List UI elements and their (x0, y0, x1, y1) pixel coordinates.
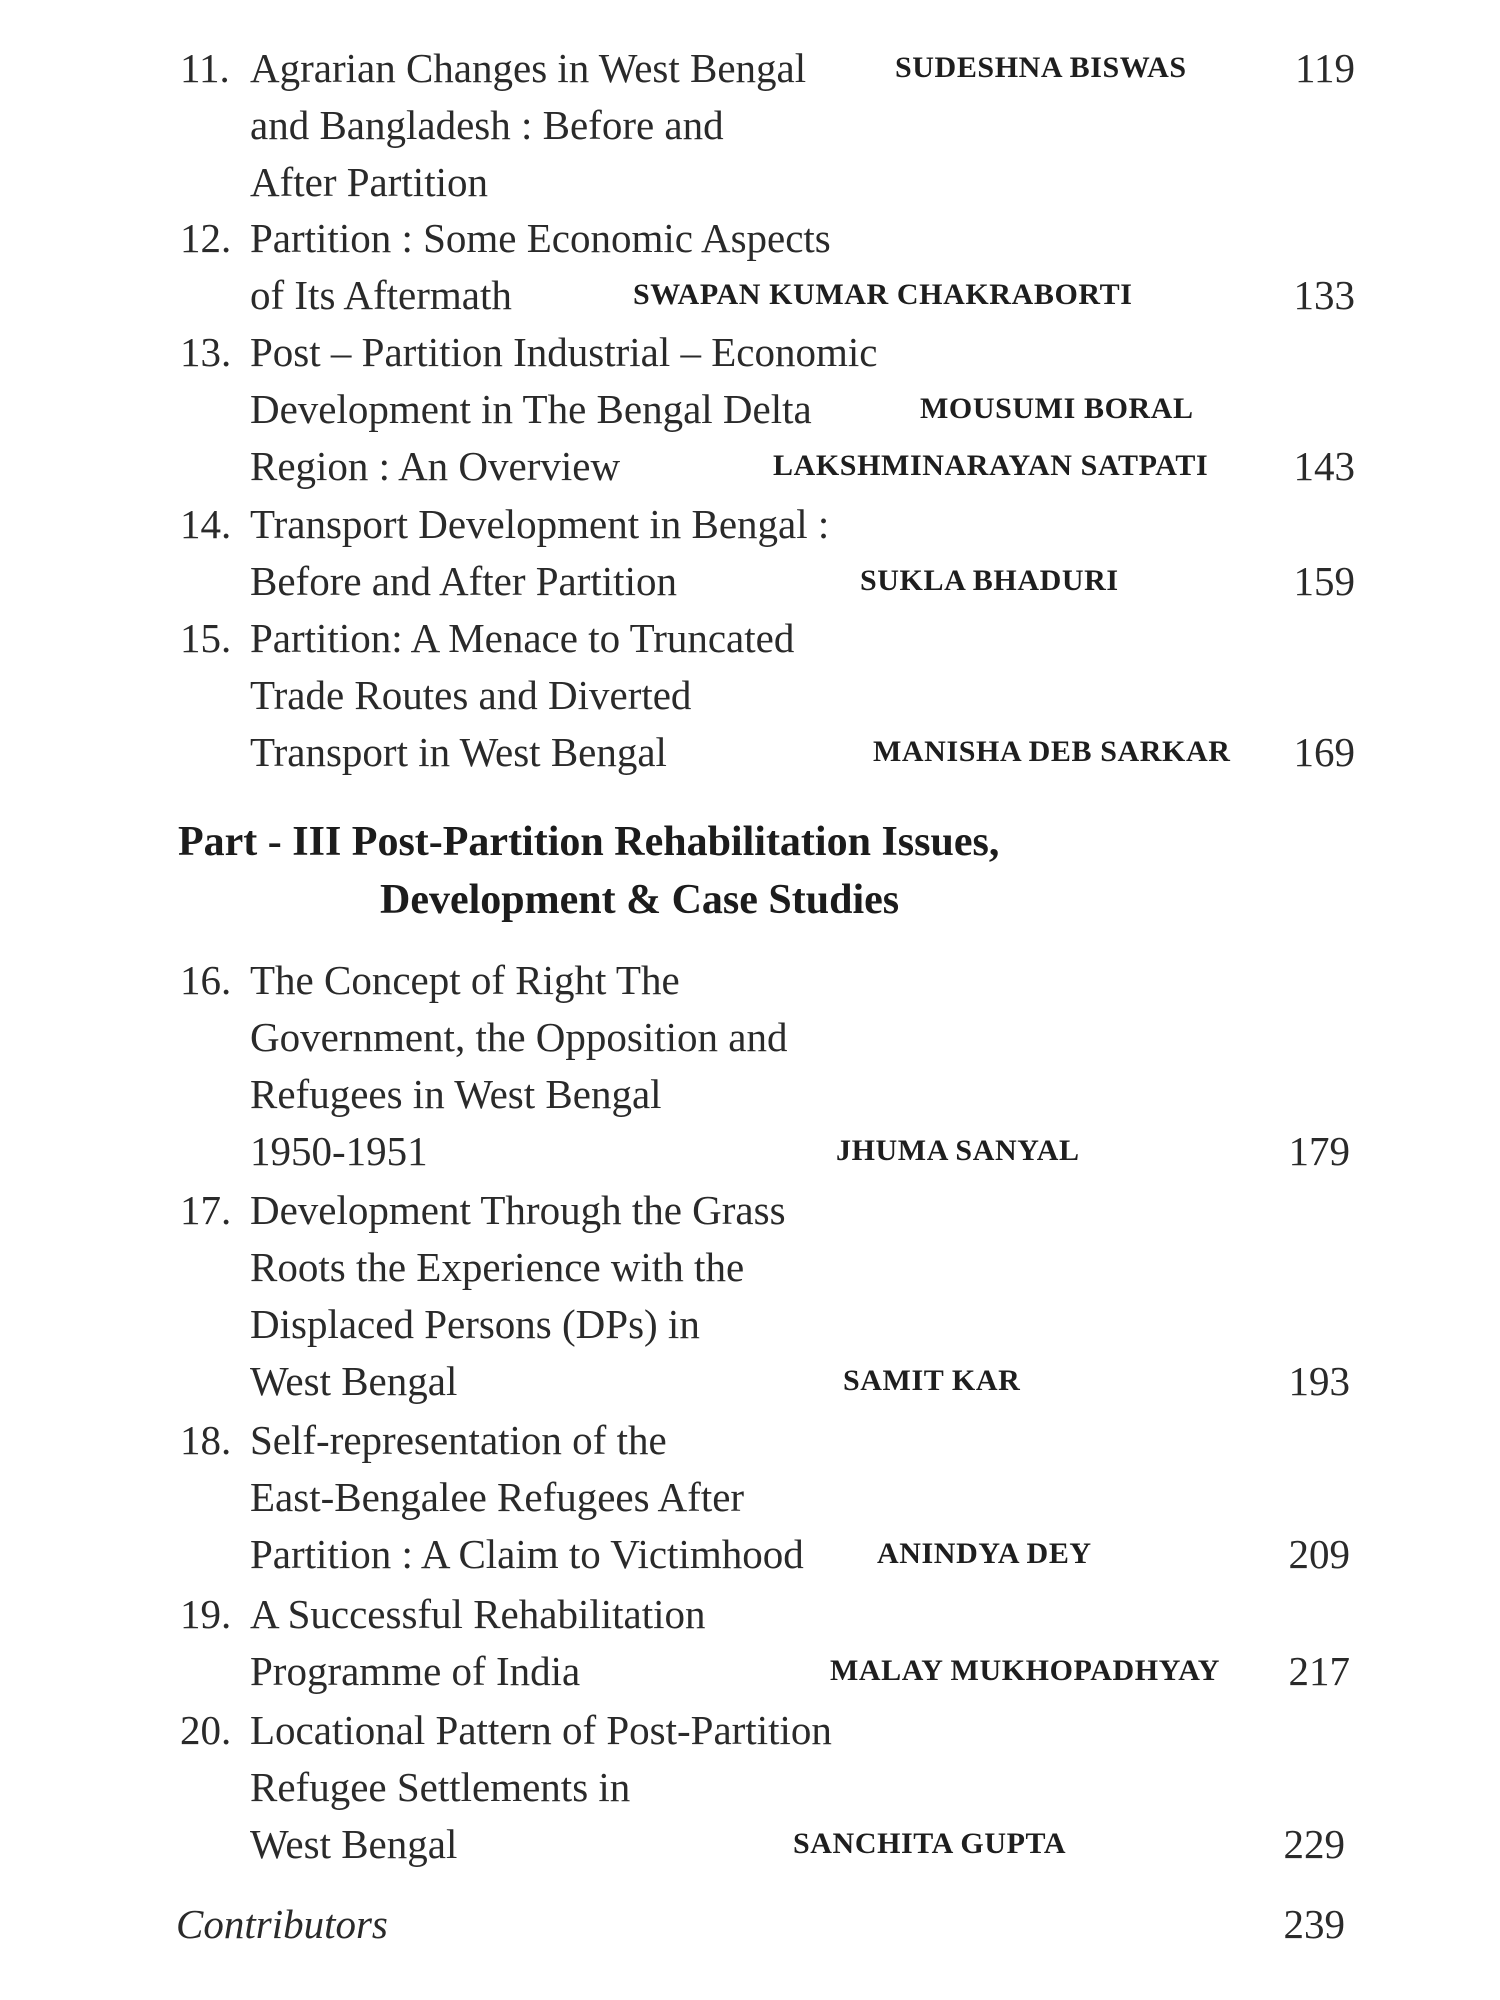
entry-page-number: 229 (1283, 1821, 1345, 1867)
entry-title-line: Self-representation of the (250, 1417, 667, 1463)
entry-author: SAMIT KAR (843, 1364, 1021, 1397)
part-heading-line-1: Part - III Post-Partition Rehabilitation Issues, (178, 819, 1000, 865)
entry-page-number: 159 (1293, 558, 1355, 604)
part-heading-line-2: Development & Case Studies (380, 877, 900, 923)
entry-title-line: The Concept of Right The (250, 957, 680, 1003)
entry-page-number: 133 (1293, 272, 1355, 318)
entry-page-number: 193 (1288, 1358, 1350, 1404)
entry-title-line: Trade Routes and Diverted (250, 672, 692, 718)
entry-author: SUKLA BHADURI (860, 564, 1119, 597)
entry-number: 17. (180, 1187, 232, 1233)
entry-author: SANCHITA GUPTA (793, 1827, 1067, 1860)
entry-author: ANINDYA DEY (877, 1537, 1092, 1570)
contributors-page-number: 239 (1283, 1901, 1345, 1947)
entry-title-line: Programme of India (250, 1648, 581, 1694)
entry-number: 20. (180, 1707, 232, 1753)
entry-title-line: Transport in West Bengal (250, 729, 667, 775)
entry-author: MOUSUMI BORAL (920, 392, 1194, 425)
entry-author: JHUMA SANYAL (836, 1134, 1080, 1167)
entry-title-line: Displaced Persons (DPs) in (250, 1301, 700, 1347)
entry-number: 11. (180, 45, 230, 91)
entry-author: SUDESHNA BISWAS (895, 51, 1187, 84)
entry-title-line: Development Through the Grass (250, 1187, 786, 1233)
entry-title-line: Refugees in West Bengal (250, 1071, 662, 1117)
entry-title-line: Before and After Partition (250, 558, 677, 604)
entry-author: SWAPAN KUMAR CHAKRABORTI (633, 278, 1133, 311)
entry-page-number: 217 (1288, 1648, 1350, 1694)
entry-title-line: 1950-1951 (250, 1128, 428, 1174)
entry-page-number: 209 (1288, 1531, 1350, 1577)
entry-title-line: West Bengal (250, 1358, 458, 1404)
entry-title-line: Refugee Settlements in (250, 1764, 631, 1810)
entry-title-line: and Bangladesh : Before and (250, 102, 724, 148)
entry-title-line: Transport Development in Bengal : (250, 501, 830, 547)
entry-title-line: Development in The Bengal Delta (250, 386, 812, 432)
entry-author: LAKSHMINARAYAN SATPATI (773, 449, 1209, 482)
entry-page-number: 143 (1293, 443, 1355, 489)
entry-title-line: West Bengal (250, 1821, 458, 1867)
entry-page-number: 119 (1295, 45, 1355, 91)
entry-title-line: Agrarian Changes in West Bengal (250, 45, 807, 91)
entry-page-number: 169 (1293, 729, 1355, 775)
entry-title-line: Post – Partition Industrial – Economic (250, 329, 878, 375)
entry-title-line: After Partition (250, 159, 488, 205)
entry-title-line: A Successful Rehabilitation (250, 1591, 706, 1637)
entry-author: MANISHA DEB SARKAR (873, 735, 1231, 768)
entry-number: 14. (180, 501, 232, 547)
entry-title-line: Roots the Experience with the (250, 1244, 745, 1290)
entry-number: 18. (180, 1417, 232, 1463)
entry-title-line: Government, the Opposition and (250, 1014, 788, 1060)
entry-title-line: Partition: A Menace to Truncated (250, 615, 795, 661)
entry-number: 16. (180, 957, 232, 1003)
entry-title-line: Partition : A Claim to Victimhood (250, 1531, 804, 1577)
entry-title-line: of Its Aftermath (250, 272, 512, 318)
entry-number: 13. (180, 329, 232, 375)
entry-author: MALAY MUKHOPADHYAY (830, 1654, 1220, 1687)
entry-number: 15. (180, 615, 232, 661)
entry-number: 12. (180, 215, 232, 261)
entry-title-line: Locational Pattern of Post-Partition (250, 1707, 832, 1753)
entry-title-line: Region : An Overview (250, 443, 621, 489)
contributors-label: Contributors (176, 1901, 388, 1947)
entry-title-line: East-Bengalee Refugees After (250, 1474, 745, 1520)
entry-title-line: Partition : Some Economic Aspects (250, 215, 831, 261)
entry-page-number: 179 (1288, 1128, 1350, 1174)
entry-number: 19. (180, 1591, 232, 1637)
